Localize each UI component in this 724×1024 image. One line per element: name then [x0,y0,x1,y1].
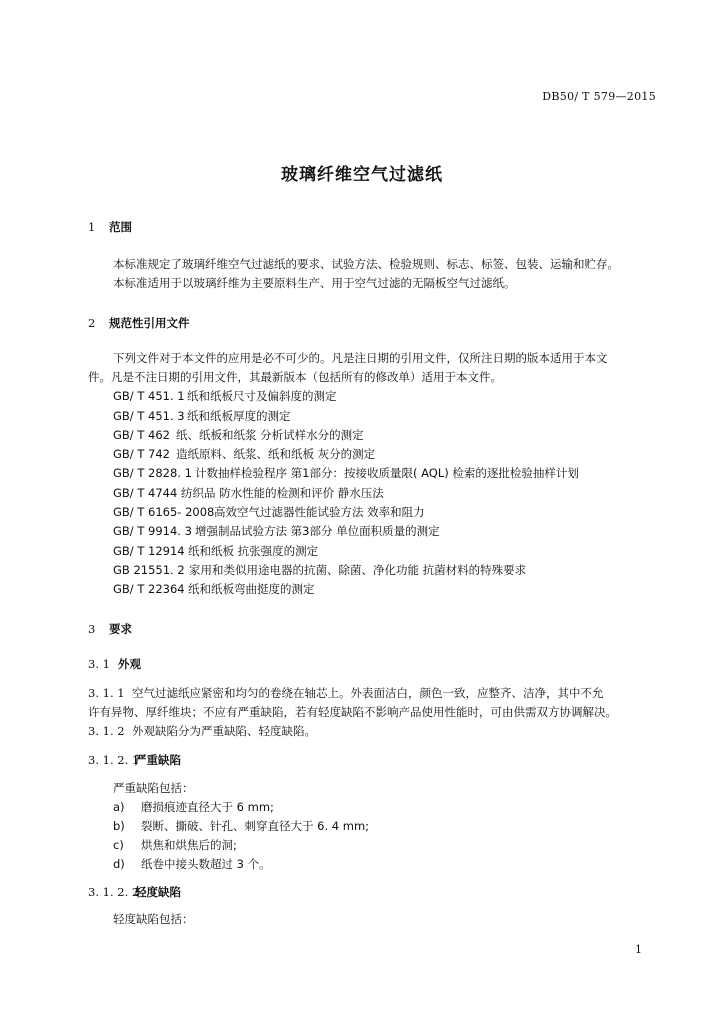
reference-item [113,411,291,423]
reference-item [113,468,579,480]
section-title: 外观 [118,657,141,671]
section-number: 1 [88,220,96,234]
list-text: 纸卷中接头数超过 3 个。 [141,857,271,871]
reference-title: 纸和纸板 抗张强度的测定 [188,544,319,558]
reference-code: GB/ T 9914. 3 [113,524,192,538]
subsection-3-1-heading [88,659,141,671]
section-title: 严重缺陷 [135,753,181,767]
list-marker: b) [113,819,125,833]
list-text: 磨损痕迹直径大于 6 mm; [141,800,274,814]
list-item [113,802,274,814]
reference-title: 增强制品试验方法 第3部分 单位面积质量的测定 [195,524,440,538]
references-intro-line-1: 下列文件对于本文件的应用是必不可少的。凡是注日期的引用文件，仅所注日期的版本适用于本文 [113,351,608,365]
list-marker: c) [113,838,124,852]
reference-code: GB/ T 4744 [113,486,178,500]
minor-defects-lead: 轻度缺陷包括： [113,912,194,926]
scope-paragraph-1: 本标准规定了玻璃纤维空气过滤纸的要求、试验方法、检验规则、标志、标签、包装、运输和贮存。 [113,257,619,271]
reference-code: GB/ T 451. 1 [113,389,185,403]
reference-item [113,565,526,577]
section-number: 3. 1. 2. 1 [88,753,140,767]
reference-item [113,430,364,442]
section-title: 规范性引用文件 [109,316,190,330]
reference-title: 造纸原料、纸浆、纸和纸板 灰分的测定 [176,447,376,461]
section-number: 2 [88,316,96,330]
reference-title: 纸和纸板尺寸及偏斜度的测定 [187,389,337,403]
list-item [113,840,237,852]
references-intro-line-2: 件。凡是不注日期的引用文件，其最新版本（包括所有的修改单）适用于本文件。 [88,370,502,384]
reference-item [113,391,337,403]
list-marker: d) [113,857,125,871]
reference-item [113,526,440,538]
reference-item [113,584,315,596]
severe-defects-lead: 严重缺陷包括： [113,781,194,795]
clause-3-1-1-line-1 [88,688,604,700]
reference-code: GB/ T 22364 [113,582,185,596]
section-number: 3. 1. 2. 2 [88,885,140,899]
list-text: 烘焦和烘焦后的洞; [141,838,237,852]
section-1-heading [88,222,132,234]
clause-3-1-1-line-2: 许有异物、厚纤维块；不应有严重缺陷，若有轻度缺陷不影响产品使用性能时，可由供需双方协调解决。 [88,705,617,719]
document-title: 玻璃纤维空气过滤纸 [281,165,443,185]
reference-title: 高效空气过滤器性能试验方法 效率和阻力 [214,505,425,519]
reference-title: 纸和纸板厚度的测定 [187,409,291,423]
list-item [113,859,271,871]
reference-title: 家用和类似用途电器的抗菌、除菌、净化功能 抗菌材料的特殊要求 [189,563,527,577]
reference-item [113,546,318,558]
reference-code: GB 21551. 2 [113,563,185,577]
section-title: 轻度缺陷 [135,885,181,899]
subsection-3-1-2-2-heading [88,887,181,899]
clause-number: 3. 1. 1 [88,686,125,700]
reference-code: GB/ T 12914 [113,544,185,558]
scope-paragraph-2: 本标准适用于以玻璃纤维为主要原料生产、用于空气过滤的无隔板空气过滤纸。 [113,276,516,290]
page-number: 1 [635,943,642,956]
list-marker: a) [113,800,125,814]
reference-code: GB/ T 462 [113,428,170,442]
reference-title: 纺织品 防水性能的检测和评价 静水压法 [181,486,384,500]
section-3-heading [88,624,132,636]
clause-text: 空气过滤纸应紧密和均匀的卷绕在轴芯上。外表面洁白，颜色一致，应整齐、洁净，其中不允 [132,686,604,700]
reference-code: GB/ T 451. 3 [113,409,185,423]
reference-item [113,507,425,519]
reference-code: GB/ T 6165- 2008 [113,505,215,519]
section-title: 范围 [109,220,132,234]
reference-item [113,449,375,461]
reference-title: 计数抽样检验程序 第1部分：按接收质量限( AQL) 检索的逐批检验抽样计划 [195,466,579,480]
section-2-heading [88,318,190,330]
standard-code: DB50/ T 579—2015 [542,90,656,103]
section-title: 要求 [109,622,132,636]
reference-title: 纸、纸板和纸浆 分析试样水分的测定 [176,428,364,442]
reference-item [113,488,384,500]
list-text: 裂断、撕破、针孔、刺穿直径大于 6. 4 mm; [141,819,370,833]
list-item [113,821,369,833]
reference-code: GB/ T 742 [113,447,170,461]
reference-code: GB/ T 2828. 1 [113,466,192,480]
section-number: 3 [88,622,96,636]
section-number: 3. 1 [88,657,110,671]
clause-text: 外观缺陷分为严重缺陷、轻度缺陷。 [132,724,316,738]
reference-title: 纸和纸板弯曲挺度的测定 [188,582,315,596]
clause-number: 3. 1. 2 [88,724,125,738]
subsection-3-1-2-1-heading [88,755,181,767]
clause-3-1-2 [88,726,316,738]
